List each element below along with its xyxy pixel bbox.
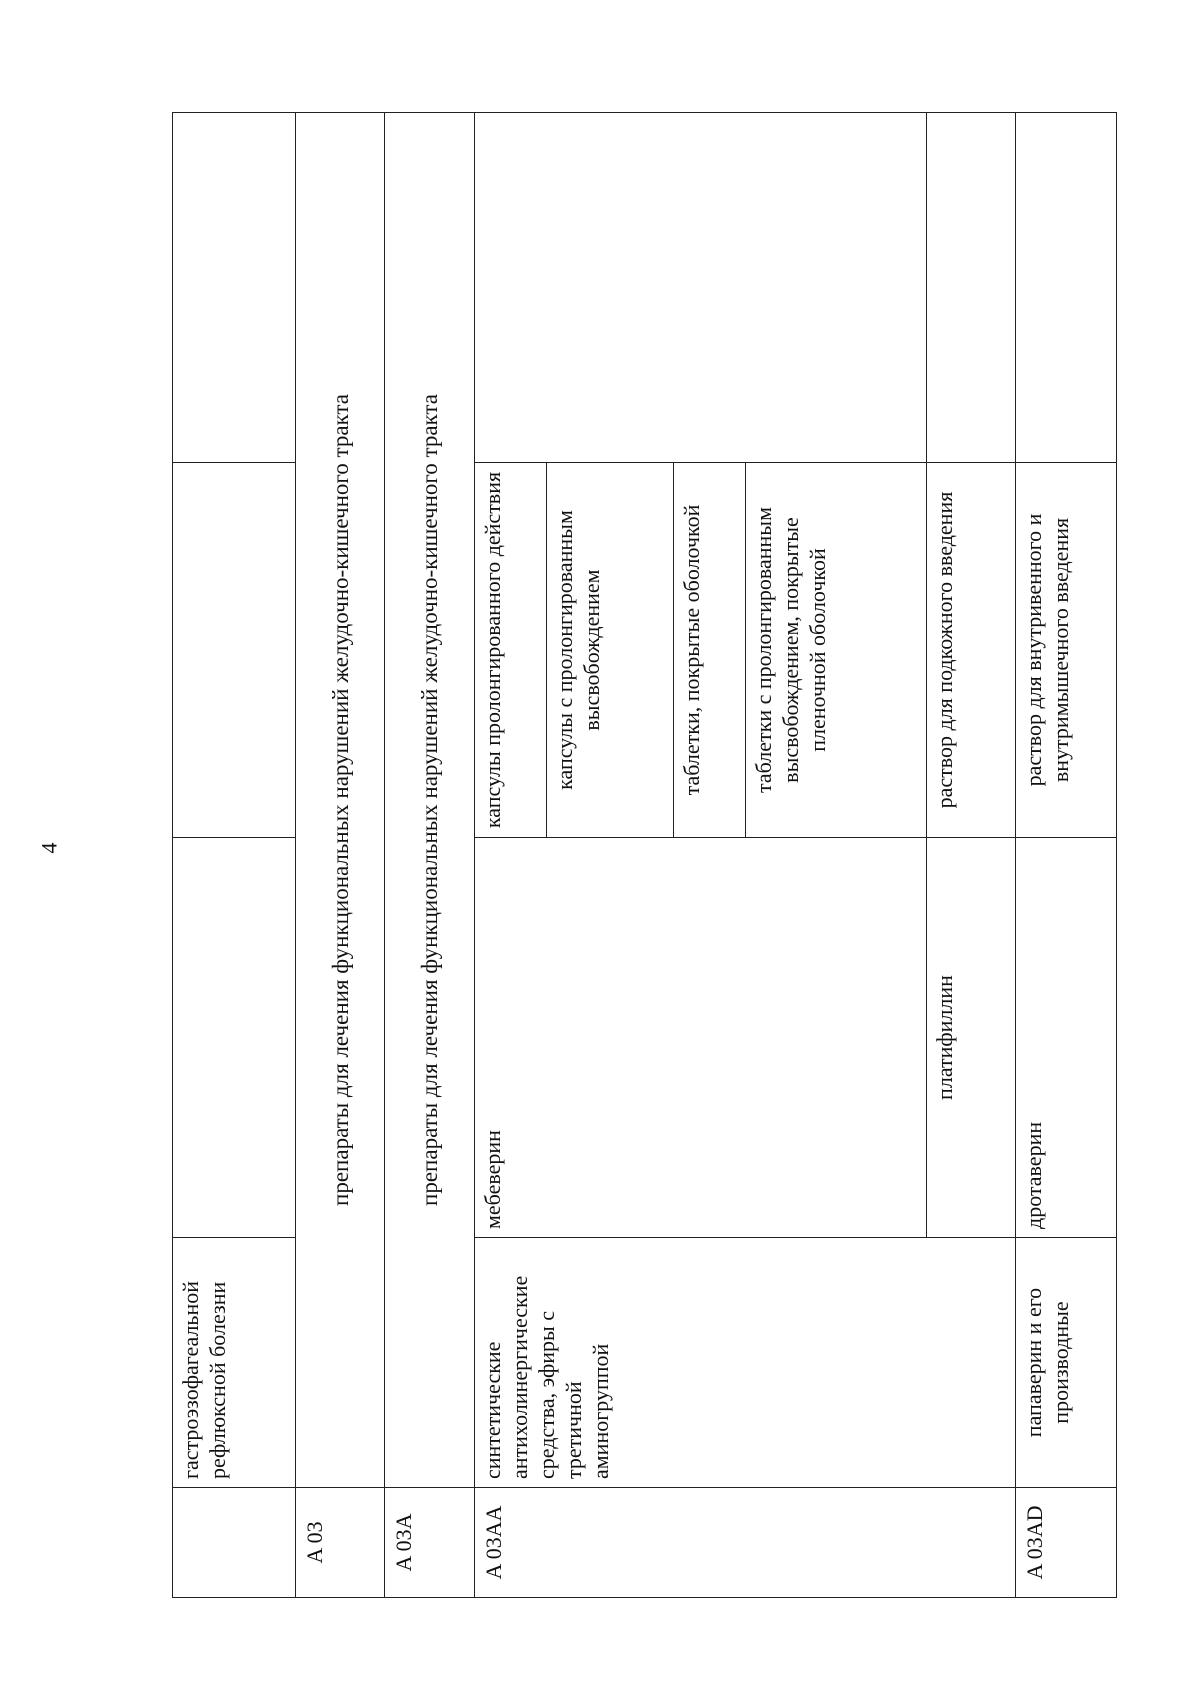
dosage-form [173,463,296,838]
table-row [295,113,384,1598]
drug-name: дротаверин [1016,838,1117,1238]
group-name: синтетические антихолинергические средства, эфиры с третичной аминогруппой [474,1238,1016,1488]
extra-cell [173,113,296,463]
atc-code: A 03 [295,1488,384,1598]
dosage-form: таблетки с пролонгированным высвобождением, покрытые пленочной оболочкой [751,506,831,794]
extra-cell [474,113,926,463]
table-row [1016,113,1117,1598]
rotated-table-wrapper [172,113,1117,1598]
drug-name: платифиллин [927,838,1016,1238]
table-row [474,113,926,1598]
drug-name [173,838,296,1238]
group-name: препараты для лечения функциональных нарушений желудочно-кишечного тракта [295,113,384,1488]
atc-code: A 03A [385,1488,474,1598]
drug-table [172,112,1117,1598]
dosage-form: таблетки, покрытые оболочкой [673,463,746,837]
dosage-forms [474,463,926,838]
dosage-form: раствор для внутривенного и внутримышечного введения [1016,463,1117,838]
extra-cell [1016,113,1117,463]
table-row [173,113,296,1598]
group-name: препараты для лечения функциональных нарушений желудочно-кишечного тракта [385,113,474,1488]
atc-code [173,1488,296,1598]
group-name: папаверин и его производные [1016,1238,1117,1488]
group-name: гастроэзофагеальной рефлюксной болезни [173,1238,296,1488]
dosage-form: раствор для подкожного введения [927,463,1016,838]
extra-cell [927,113,1016,463]
dosage-form: капсулы пролонгированного действия [475,463,547,837]
dosage-form: капсулы с пролонгированным высвобождением [546,463,673,837]
atc-code: A 03AA [474,1488,1016,1598]
drug-name: мебеверин [474,838,926,1238]
page-number: 4 [36,842,62,854]
table-row [385,113,474,1598]
atc-code: A 03AD [1016,1488,1117,1598]
